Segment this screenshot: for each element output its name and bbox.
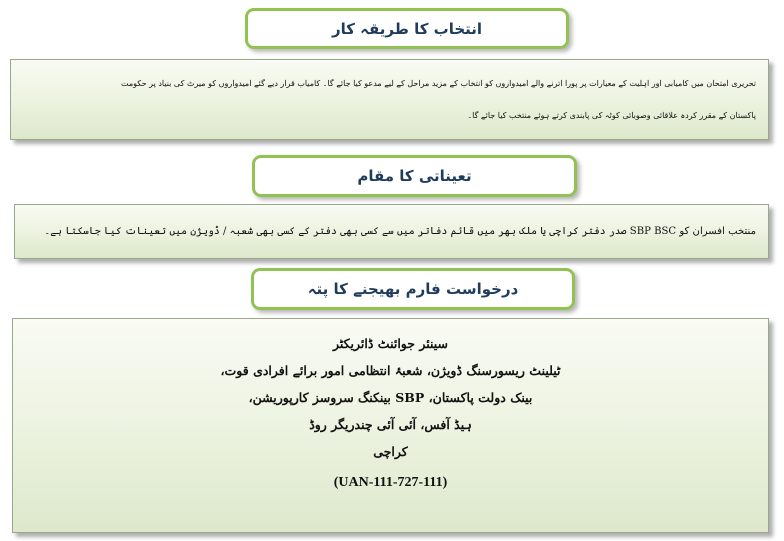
- selection-process-line-1: تحریری امتحان میں کامیابی اور اہلیت کے معیارات پر پورا اترنے والے امیدواروں کو انتخاب کے مزید مراحل کے لیے مدعو کیا جائے گا۔ کامیاب قرار دیے گئے امیدواروں کو میرٹ کی بنیاد پر حکومت: [120, 79, 756, 88]
- application-address-heading-text: درخواست فارم بھیجنے کا پتہ: [307, 280, 519, 298]
- posting-location-heading-text: تعیناتی کا مقام: [357, 167, 472, 185]
- address-line-organization: بینک دولت پاکستان، SBP بینکنگ سروسز کارپوریشن،: [248, 390, 533, 405]
- posting-location-heading: [252, 155, 577, 197]
- application-address-panel: [12, 318, 769, 533]
- address-line-designation: سینئر جوائنٹ ڈائریکٹر: [332, 336, 449, 351]
- address-line-division: ٹیلینٹ ریسورسنگ ڈویژن، شعبۂ انتظامی امور برائے افرادی قوت،: [220, 363, 561, 378]
- application-address-heading: [251, 268, 575, 310]
- selection-process-heading-text: انتخاب کا طریقہ کار: [331, 19, 483, 38]
- posting-location-text: منتخب افسران کو SBP BSC صدر دفتر کراچی یا ملک بھر میں قائم دفاتر میں سے کسی بھی دفتر کے کسی بھی شعبہ / ڈویژن میں تعینات کیا جاسکتا ہے۔: [44, 226, 756, 237]
- uan-number: (UAN-111-727-111): [333, 475, 448, 490]
- selection-process-line-2: پاکستان کے مقرر کردہ علاقائی وصوبائی کوٹہ کی پابندی کرتے ہوئے منتخب کیا جائے گا۔: [467, 111, 756, 120]
- selection-process-heading: [245, 8, 569, 49]
- address-line-city: کراچی: [373, 444, 408, 459]
- selection-process-panel: [10, 59, 769, 140]
- address-line-street: ہیڈ آفس، آئی آئی چندریگر روڈ: [309, 417, 472, 432]
- posting-location-panel: [14, 204, 769, 259]
